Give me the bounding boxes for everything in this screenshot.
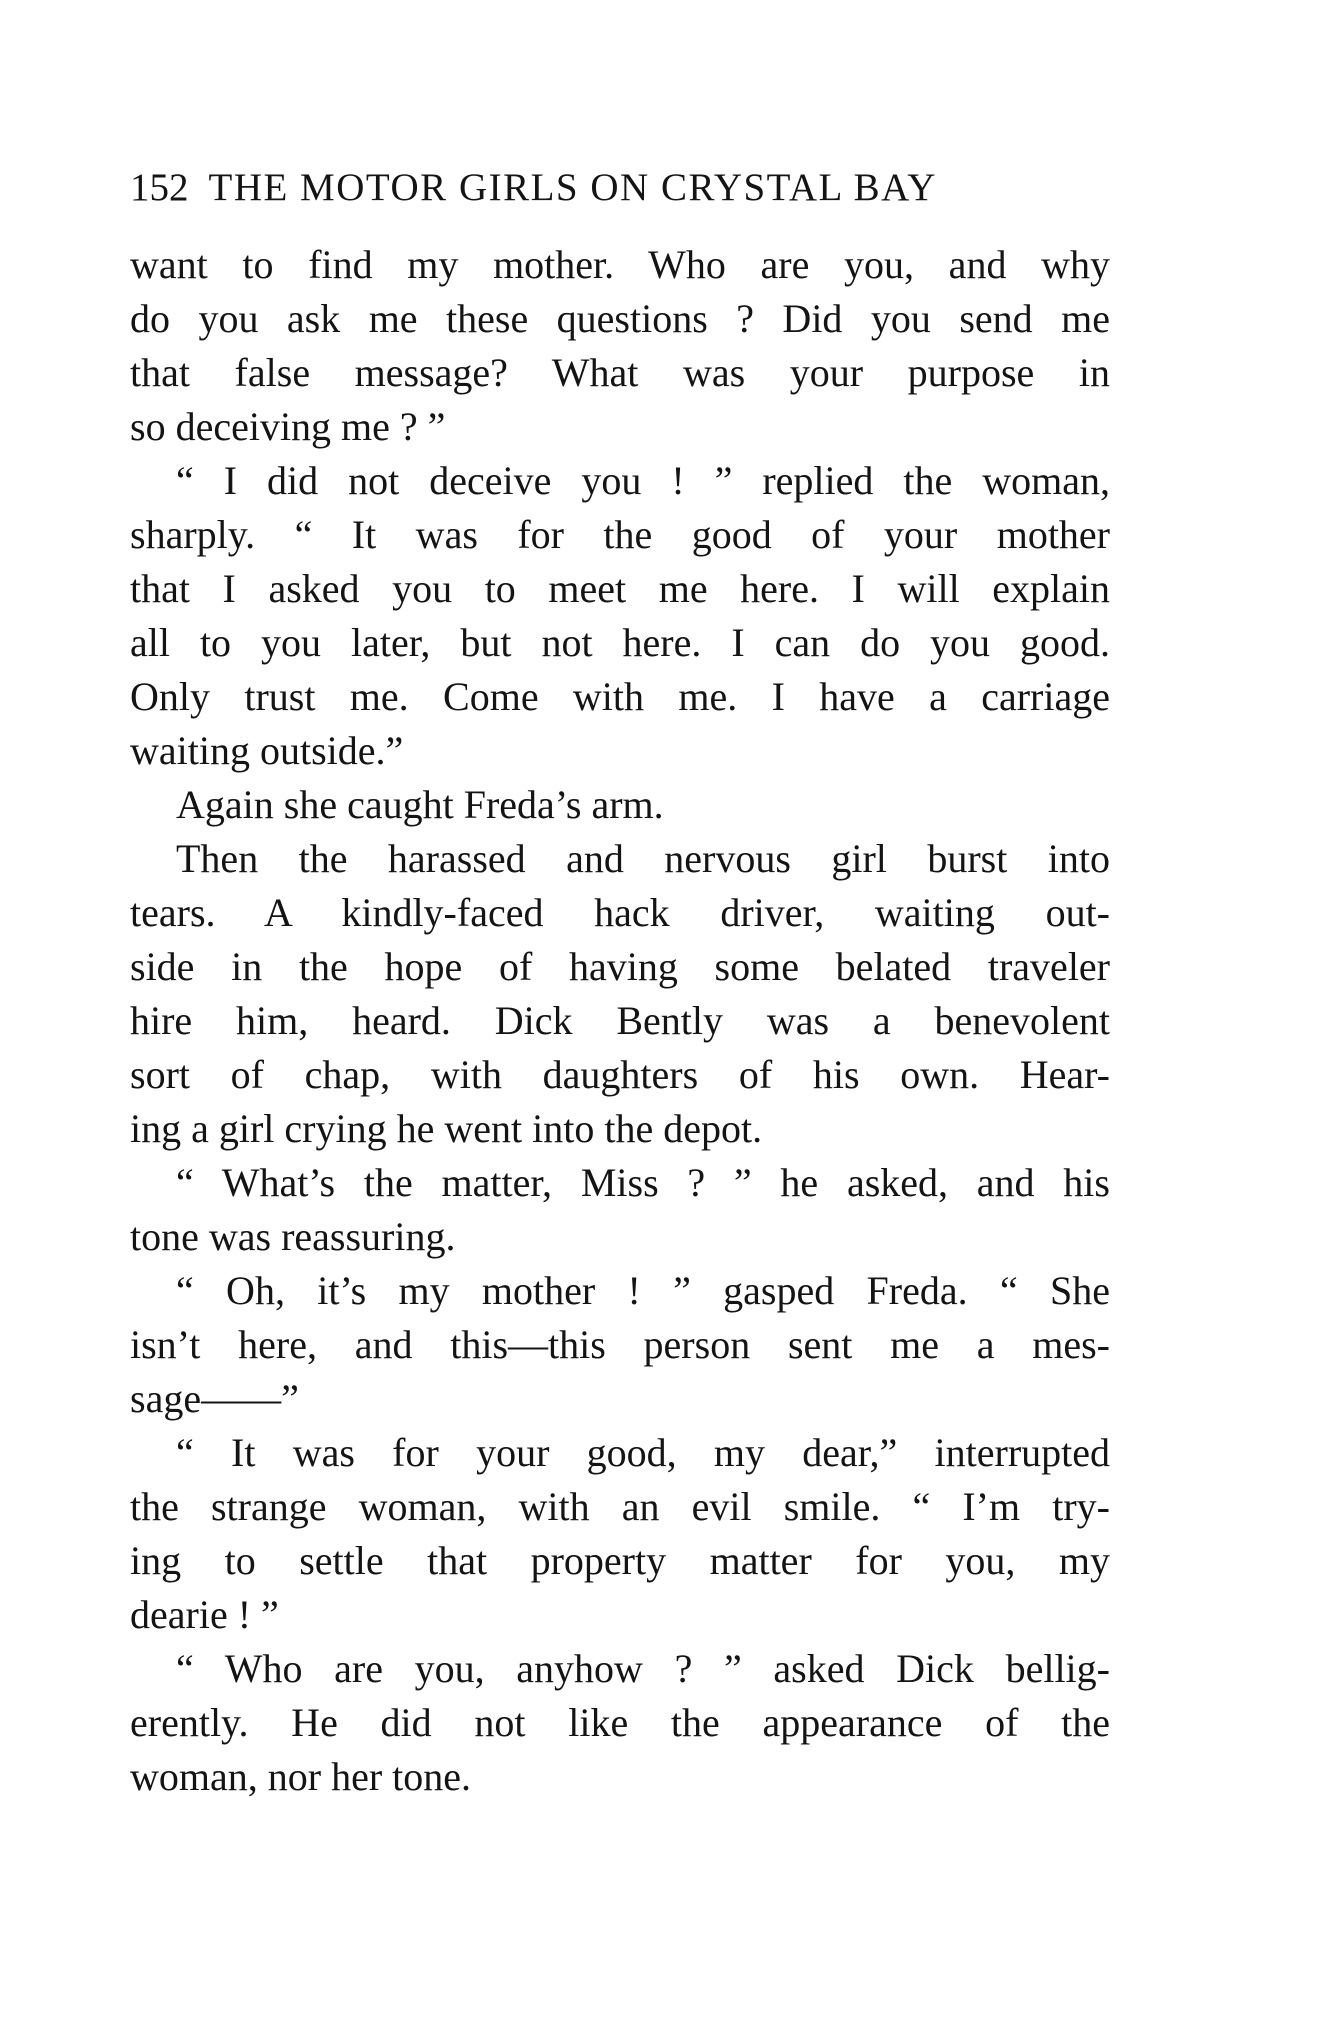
text-line: sharply. “ It was for the good of your mother [130, 512, 1110, 557]
text-line: do you ask me these questions ? Did you send me [130, 296, 1110, 341]
text-line: sage——” [130, 1376, 299, 1421]
text-line: isn’t here, and this—this person sent me a mes- [130, 1322, 1110, 1367]
text-line: side in the hope of having some belated traveler [130, 944, 1110, 989]
text-line: tone was reassuring. [130, 1214, 456, 1259]
text-line: all to you later, but not here. I can do you good. [130, 620, 1110, 665]
text-line: want to find my mother. Who are you, and why [130, 242, 1110, 287]
text-line: Then the harassed and nervous girl burst into [176, 836, 1110, 881]
text-line: “ Who are you, anyhow ? ” asked Dick bellig- [176, 1646, 1110, 1691]
page-header [130, 160, 1110, 216]
text-line: “ It was for your good, my dear,” interrupted [176, 1430, 1110, 1475]
book-page [130, 160, 1110, 1804]
text-line: so deceiving me ? ” [130, 404, 446, 449]
text-line: erently. He did not like the appearance of the [130, 1700, 1110, 1745]
text-line: sort of chap, with daughters of his own. Hear- [130, 1052, 1110, 1097]
text-line: ing a girl crying he went into the depot. [130, 1106, 763, 1151]
text-line: the strange woman, with an evil smile. “ I’m try- [130, 1484, 1110, 1529]
text-line: “ I did not deceive you ! ” replied the woman, [176, 458, 1110, 503]
text-line: ing to settle that property matter for you, my [130, 1538, 1110, 1583]
text-line: Only trust me. Come with me. I have a carriage [130, 674, 1110, 719]
running-title: THE MOTOR GIRLS ON CRYSTAL BAY [208, 166, 937, 209]
text-line: tears. A kindly-faced hack driver, waiting out- [130, 890, 1110, 935]
body-text [130, 238, 1110, 1804]
text-line: that false message? What was your purpose in [130, 350, 1110, 395]
text-line: Again she caught Freda’s arm. [176, 782, 664, 827]
text-line: waiting outside.” [130, 728, 404, 773]
text-line: woman, nor her tone. [130, 1754, 472, 1799]
text-line: “ Oh, it’s my mother ! ” gasped Freda. “ She [176, 1268, 1110, 1313]
text-line: that I asked you to meet me here. I will explain [130, 566, 1110, 611]
text-line: hire him, heard. Dick Bently was a benevolent [130, 998, 1110, 1043]
page-number: 152 [130, 166, 189, 209]
text-line: dearie ! ” [130, 1592, 279, 1637]
text-line: “ What’s the matter, Miss ? ” he asked, and his [176, 1160, 1110, 1205]
